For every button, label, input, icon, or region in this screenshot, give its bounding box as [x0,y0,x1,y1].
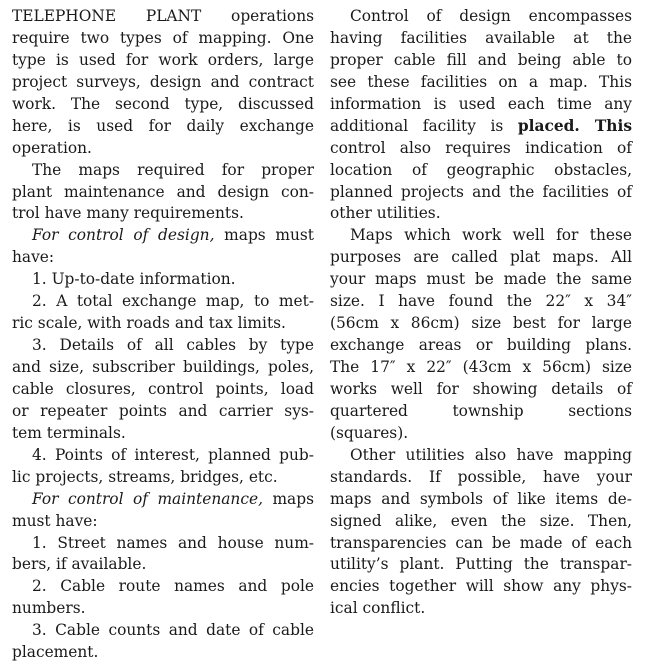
text-line [330,401,632,423]
line-text: ical conflict. [330,599,426,618]
text-line [330,533,632,555]
text-line [12,138,314,160]
line-text: maps [262,489,314,508]
line-text: project surveys, design and contract [12,72,314,91]
line-text: utility’s plant. Putting the transpar- [330,555,632,574]
text-line [12,357,314,379]
text-line [330,357,632,379]
text-line [330,28,632,50]
text-line [12,94,314,116]
text-line [12,247,314,269]
line-text: 3. Details of all cables by type [32,336,314,355]
line-text: maps and symbols of like items de- [330,489,632,508]
text-line [12,489,314,511]
text-line [12,445,314,467]
line-text: 4. Points of interest, planned pub- [32,445,314,464]
italic-lead-in: For control of design, [32,226,215,245]
line-text: must have: [12,511,98,530]
text-line [330,203,632,225]
line-text: 2. A total exchange map, to met- [32,292,314,311]
line-text: 2. Cable route names and pole [32,577,314,596]
text-line [330,335,632,357]
text-line [330,116,632,138]
line-text: other utilities. [330,204,441,223]
line-text: have: [12,248,55,267]
text-line [330,379,632,401]
line-text: The maps required for proper [32,160,314,179]
line-text: your maps must be made the same [330,270,632,289]
text-line [12,620,314,642]
text-line [12,28,314,50]
line-text: ric scale, with roads and tax limits. [12,314,286,333]
text-line [330,247,632,269]
text-line [12,116,314,138]
text-line [330,50,632,72]
line-text: work. The second type, discussed [12,94,314,113]
line-text: 1. Street names and house num- [32,533,314,552]
bold-text: placed. This [517,116,632,135]
line-text: trol have many requirements. [12,204,244,223]
text-line [12,72,314,94]
line-text: TELEPHONE PLANT operations [12,7,314,25]
line-text: see these facilities on a map. This [330,72,632,91]
text-line [12,642,314,664]
text-line [12,467,314,489]
text-line [12,225,314,247]
text-line [330,489,632,511]
line-text: transparencies can be made of each [330,533,632,552]
line-text: works well for showing details of [330,379,632,398]
text-line [330,423,632,445]
text-line [330,94,632,116]
line-text: The 17″ x 22″ (43cm x 56cm) size [330,358,632,376]
line-text: bers, if available. [12,555,147,574]
line-text: additional facility is [330,116,518,135]
text-line [12,269,314,291]
line-text: cable closures, control points, load [12,379,314,398]
line-text: numbers. [12,599,86,618]
italic-lead-in: For control of maintenance, [32,489,263,508]
line-text: require two types of mapping. One [12,28,314,47]
text-line [12,291,314,313]
line-text: lic projects, streams, bridges, etc. [12,467,278,486]
text-line [330,291,632,313]
line-text: placement. [12,643,99,662]
text-line [12,6,314,28]
line-text: Maps which work well for these [350,226,632,245]
line-text: standards. If possible, have your [330,467,632,486]
text-line [12,533,314,555]
text-line [12,598,314,620]
line-text: exchange areas or building plans. [330,336,632,355]
left-column [12,6,314,664]
line-text: or repeater points and carrier sys- [12,401,314,420]
text-line [330,6,632,28]
text-line [330,72,632,94]
line-text: size. I have found the 22″ x 34″ [330,292,632,311]
text-line [330,269,632,291]
line-text: 1. Up-to-date information. [32,270,236,289]
text-line [330,160,632,182]
text-line [330,511,632,533]
line-text: control also requires indication of [330,138,632,157]
text-line [12,576,314,598]
text-line [12,160,314,182]
line-text: purposes are called plat maps. All [330,248,632,267]
text-line [330,182,632,204]
line-text: operation. [12,138,92,157]
text-line [12,50,314,72]
line-text: Control of design encompasses [350,7,632,25]
text-line [330,467,632,489]
line-text: 3. Cable counts and date of cable [32,621,314,640]
line-text: tem terminals. [12,423,126,442]
text-line [12,423,314,445]
line-text: information is used each time any [330,94,632,113]
line-text: Other utilities also have mapping [350,445,632,464]
line-text: encies together will show any phys- [330,577,632,596]
line-text: having facilities available at the [330,28,632,47]
line-text: maps must [214,226,314,245]
text-line [12,203,314,225]
line-text: signed alike, even the size. Then, [330,511,632,530]
line-text: here, is used for daily exchange [12,116,314,135]
text-line [330,598,632,620]
line-text: (56cm x 86cm) size best for large [330,314,632,333]
text-line [12,554,314,576]
text-line [330,576,632,598]
text-line [330,138,632,160]
line-text: location of geographic obstacles, [330,160,632,179]
right-column [330,6,632,620]
text-line [330,554,632,576]
line-text: type is used for work orders, large [12,50,314,69]
text-line [330,313,632,335]
text-line [12,401,314,423]
text-line [12,511,314,533]
line-text: proper cable fill and being able to [330,50,632,69]
line-text: (squares). [330,423,409,442]
text-line [330,225,632,247]
text-line [12,313,314,335]
text-line [12,335,314,357]
text-line [330,445,632,467]
text-line [12,379,314,401]
line-text: quartered township sections [330,401,632,420]
line-text: and size, subscriber buildings, poles, [12,358,314,376]
line-text: plant maintenance and design con- [12,182,314,201]
text-line [12,182,314,204]
line-text: planned projects and the facilities of [330,182,632,201]
